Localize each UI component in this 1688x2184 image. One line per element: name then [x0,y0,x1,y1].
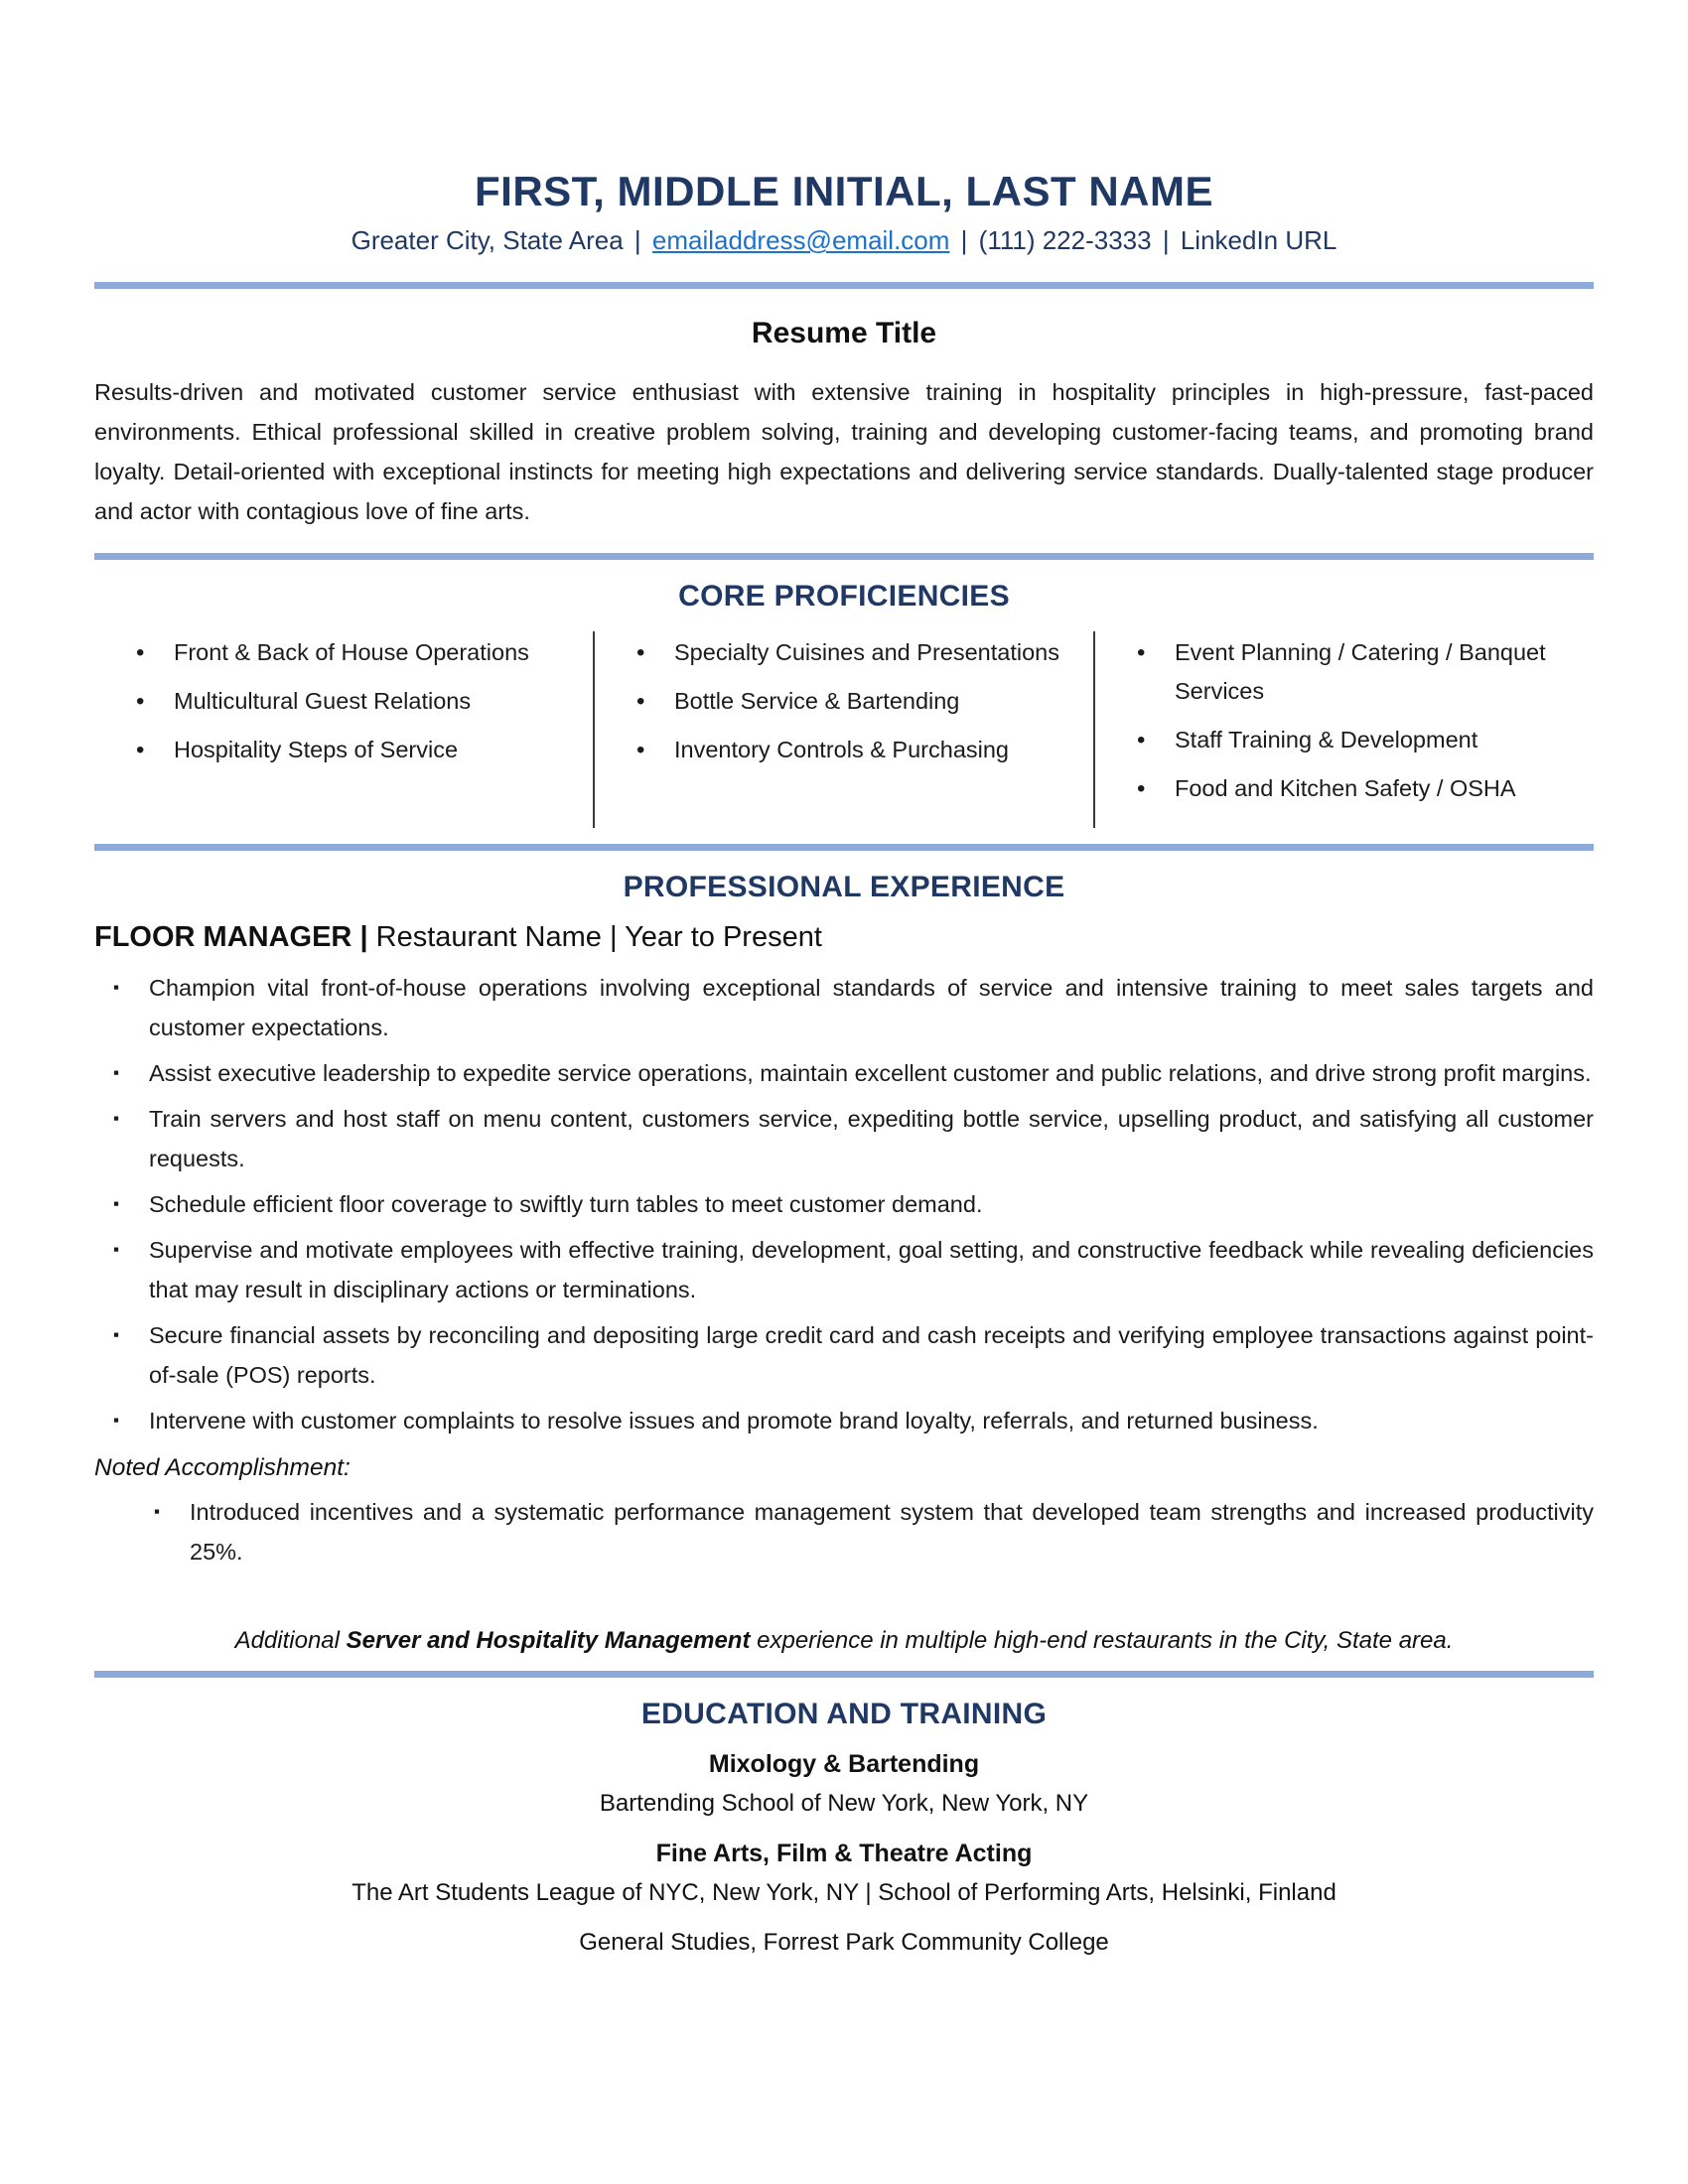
contact-line [94,224,1594,256]
list-item [136,633,583,672]
resume-header [94,0,1594,256]
experience-section [94,871,1594,1655]
noted-accomplishment-bullet [94,1492,1594,1571]
core-proficiencies-section [94,580,1594,828]
bullet-icon: ▪ [113,1411,120,1430]
core-list-2 [636,633,1083,769]
noted-accomplishment-list [94,1492,1594,1571]
experience-bullet [94,1230,1594,1309]
education-school: Bartending School of New York, New York, NY [599,1790,1089,1817]
summary-section [94,317,1594,531]
core-list-1 [136,633,583,769]
resume-title: Resume Title [751,317,937,349]
education-section [94,1698,1594,1960]
company-name: Restaurant Name [375,921,602,953]
noted-accomplishment-text: Introduced incentives and a systematic performance management system that developed team strengths and increased productivity 25%. [190,1499,1594,1565]
contact-separator: | [960,225,968,255]
list-item [636,731,1083,769]
experience-bullet [94,1401,1594,1440]
experience-bullet-text: Assist executive leadership to expedite service operations, maintain excellent customer and public relations, and drive strong profit margins. [149,1060,1592,1086]
proficiency-label: Food and Kitchen Safety / OSHA [1175,775,1516,801]
email-link[interactable]: emailaddress@email.com [651,225,950,255]
bullet-icon: • [1137,727,1146,753]
bullet-icon: • [136,688,145,715]
experience-bullet-text: Train servers and host staff on menu content, customers service, expediting bottle service, upselling product, and satisfying all customer requests. [149,1106,1594,1171]
experience-bullet [94,1053,1594,1093]
education-school: The Art Students League of NYC, New York, NY | School of Performing Arts, Helsinki, Finland [352,1879,1336,1906]
proficiency-label: Multicultural Guest Relations [174,688,472,714]
bullet-icon: • [636,737,645,763]
contact-separator: | [633,225,641,255]
proficiency-label: Front & Back of House Operations [174,639,529,665]
proficiency-label: Staff Training & Development [1175,727,1478,752]
experience-bullet-text: Intervene with customer complaints to resolve issues and promote brand loyalty, referrals, and returned business. [149,1408,1319,1433]
list-item [1137,633,1584,711]
experience-bullet [94,1315,1594,1395]
job-dates-separator: | [609,921,618,953]
job-title-line [94,920,1594,954]
contact-phone: (111) 222-3333 [978,225,1152,255]
additional-note-prefix: Additional [234,1627,340,1654]
bullet-icon: ▪ [154,1502,161,1521]
experience-bullet-text: Supervise and motivate employees with effective training, development, goal setting, and constructive feedback while revealing deficiencies that may result in disciplinary actions or terminations. [149,1237,1594,1302]
bullet-icon: ▪ [113,1240,120,1259]
bullet-icon: ▪ [113,1063,120,1082]
additional-experience-note [94,1627,1594,1655]
list-item [1137,769,1584,808]
bullet-icon: ▪ [113,1109,120,1128]
proficiency-label: Inventory Controls & Purchasing [674,737,1009,762]
bullet-icon: ▪ [113,1194,120,1213]
experience-bullet-list [94,968,1594,1440]
bullet-icon: • [136,639,145,666]
contact-linkedin: LinkedIn URL [1180,225,1337,255]
summary-paragraph: Results-driven and motivated customer service enthusiast with extensive training in hospitality principles in high-pressure, fast-paced environments. Ethical professional skilled in creative problem solving, training and developing customer-facing teams, and promoting brand loyalty. Detail-oriented with exceptional instincts for meeting high expectations and delivering service standards. Dually-talented stage producer and actor with contagious love of fine arts. [94,379,1594,524]
section-divider-rule [94,844,1594,851]
core-column-2 [593,631,1093,828]
list-item [136,731,583,769]
experience-bullet [94,968,1594,1047]
candidate-name: FIRST, MIDDLE INITIAL, LAST NAME [475,168,1213,214]
bullet-icon: • [1137,639,1146,666]
section-divider-rule [94,1671,1594,1678]
experience-bullet [94,1184,1594,1224]
core-column-3 [1093,631,1594,828]
bullet-icon: • [136,737,145,763]
list-item [636,633,1083,672]
education-program: Fine Arts, Film & Theatre Acting [655,1840,1033,1867]
core-column-1 [94,631,593,828]
bullet-icon: • [636,688,645,715]
job-title: FLOOR MANAGER [94,921,352,953]
experience-bullet [94,1099,1594,1178]
core-proficiencies-columns [94,631,1594,828]
experience-bullet-text: Champion vital front-of-house operations involving exceptional standards of service and intensive training to meet sales targets and customer expectations. [149,975,1594,1040]
proficiency-label: Bottle Service & Bartending [674,688,960,714]
list-item [1137,721,1584,759]
experience-heading: PROFESSIONAL EXPERIENCE [623,871,1065,903]
education-program: Mixology & Bartending [708,1750,980,1778]
proficiency-label: Specialty Cuisines and Presentations [674,639,1059,665]
additional-note-suffix: experience in multiple high-end restaurants in the City, State area. [757,1627,1454,1654]
core-proficiencies-heading: CORE PROFICIENCIES [678,580,1010,613]
contact-separator: | [1162,225,1170,255]
bullet-icon: • [1137,775,1146,802]
education-school: General Studies, Forrest Park Community College [579,1929,1109,1956]
section-divider-rule [94,553,1594,560]
education-heading: EDUCATION AND TRAINING [640,1698,1048,1730]
proficiency-label: Event Planning / Catering / Banquet Services [1175,639,1546,704]
proficiency-label: Hospitality Steps of Service [174,737,459,762]
list-item [136,682,583,721]
noted-accomplishment-label: Noted Accomplishment: [94,1454,351,1481]
job-title-separator: | [359,921,368,953]
contact-location: Greater City, State Area [351,225,624,255]
additional-note-emphasis: Server and Hospitality Management [346,1627,751,1654]
section-divider-rule [94,282,1594,289]
core-list-3 [1137,633,1584,808]
bullet-icon: ▪ [113,1325,120,1344]
bullet-icon: • [636,639,645,666]
bullet-icon: ▪ [113,978,120,997]
job-dates: Year to Present [625,921,822,953]
experience-bullet-text: Schedule efficient floor coverage to swiftly turn tables to meet customer demand. [149,1191,983,1217]
experience-bullet-text: Secure financial assets by reconciling and depositing large credit card and cash receipts and verifying employee transactions against point-of-sale (POS) reports. [149,1322,1594,1388]
list-item [636,682,1083,721]
